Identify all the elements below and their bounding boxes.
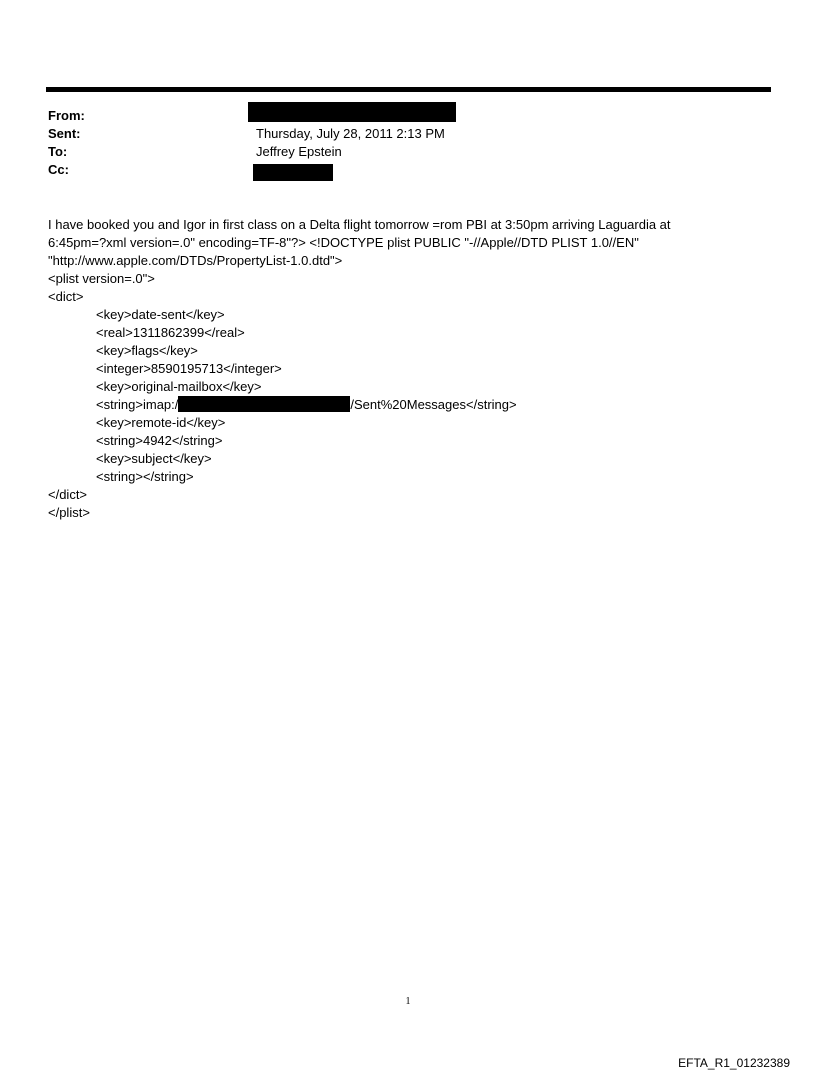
- body-line: <real>1311862399</real>: [96, 325, 245, 340]
- cc-redaction: [253, 164, 333, 181]
- body-line: I have booked you and Igor in first class on a Delta flight tomorrow =rom PBI at 3:50pm arriving Laguardia at: [48, 217, 671, 232]
- header-rule: [46, 87, 771, 92]
- to-row: [48, 143, 748, 161]
- body-line: <plist version=.0">: [48, 271, 155, 286]
- body-line: <dict>: [48, 289, 84, 304]
- from-redaction: [248, 102, 456, 122]
- page-number: 1: [405, 996, 411, 1007]
- imap-prefix: <string>imap:/: [96, 397, 179, 412]
- sent-label: Sent:: [48, 126, 81, 141]
- body-line: <key>subject</key>: [96, 451, 212, 466]
- cc-row: [48, 161, 748, 179]
- sent-value: Thursday, July 28, 2011 2:13 PM: [256, 126, 445, 141]
- body-line: <string>4942</string>: [96, 433, 223, 448]
- sent-row: [48, 125, 748, 143]
- to-label: To:: [48, 144, 68, 159]
- body-line: </dict>: [48, 487, 88, 502]
- email-body: [48, 216, 748, 522]
- body-line: <key>original-mailbox</key>: [96, 379, 262, 394]
- body-line: <key>remote-id</key>: [96, 415, 226, 430]
- to-value: Jeffrey Epstein: [256, 144, 342, 159]
- body-line: 6:45pm=?xml version=.0" encoding=TF-8"?> <!DOCTYPE plist PUBLIC "-//Apple//DTD PLIST 1.0//EN": [48, 235, 639, 250]
- body-line: <integer>8590195713</integer>: [96, 361, 282, 376]
- cc-label: Cc:: [48, 162, 69, 177]
- body-line: <key>date-sent</key>: [96, 307, 225, 322]
- body-line: <string></string>: [96, 469, 194, 484]
- imap-redaction: [178, 396, 350, 412]
- imap-line: [48, 396, 748, 414]
- body-line: "http://www.apple.com/DTDs/PropertyList-1.0.dtd">: [48, 253, 343, 268]
- document-id: EFTA_R1_01232389: [678, 1056, 790, 1070]
- from-label: From:: [48, 108, 85, 123]
- imap-suffix: /Sent%20Messages</string>: [350, 397, 517, 412]
- body-line: </plist>: [48, 505, 90, 520]
- body-line: <key>flags</key>: [96, 343, 198, 358]
